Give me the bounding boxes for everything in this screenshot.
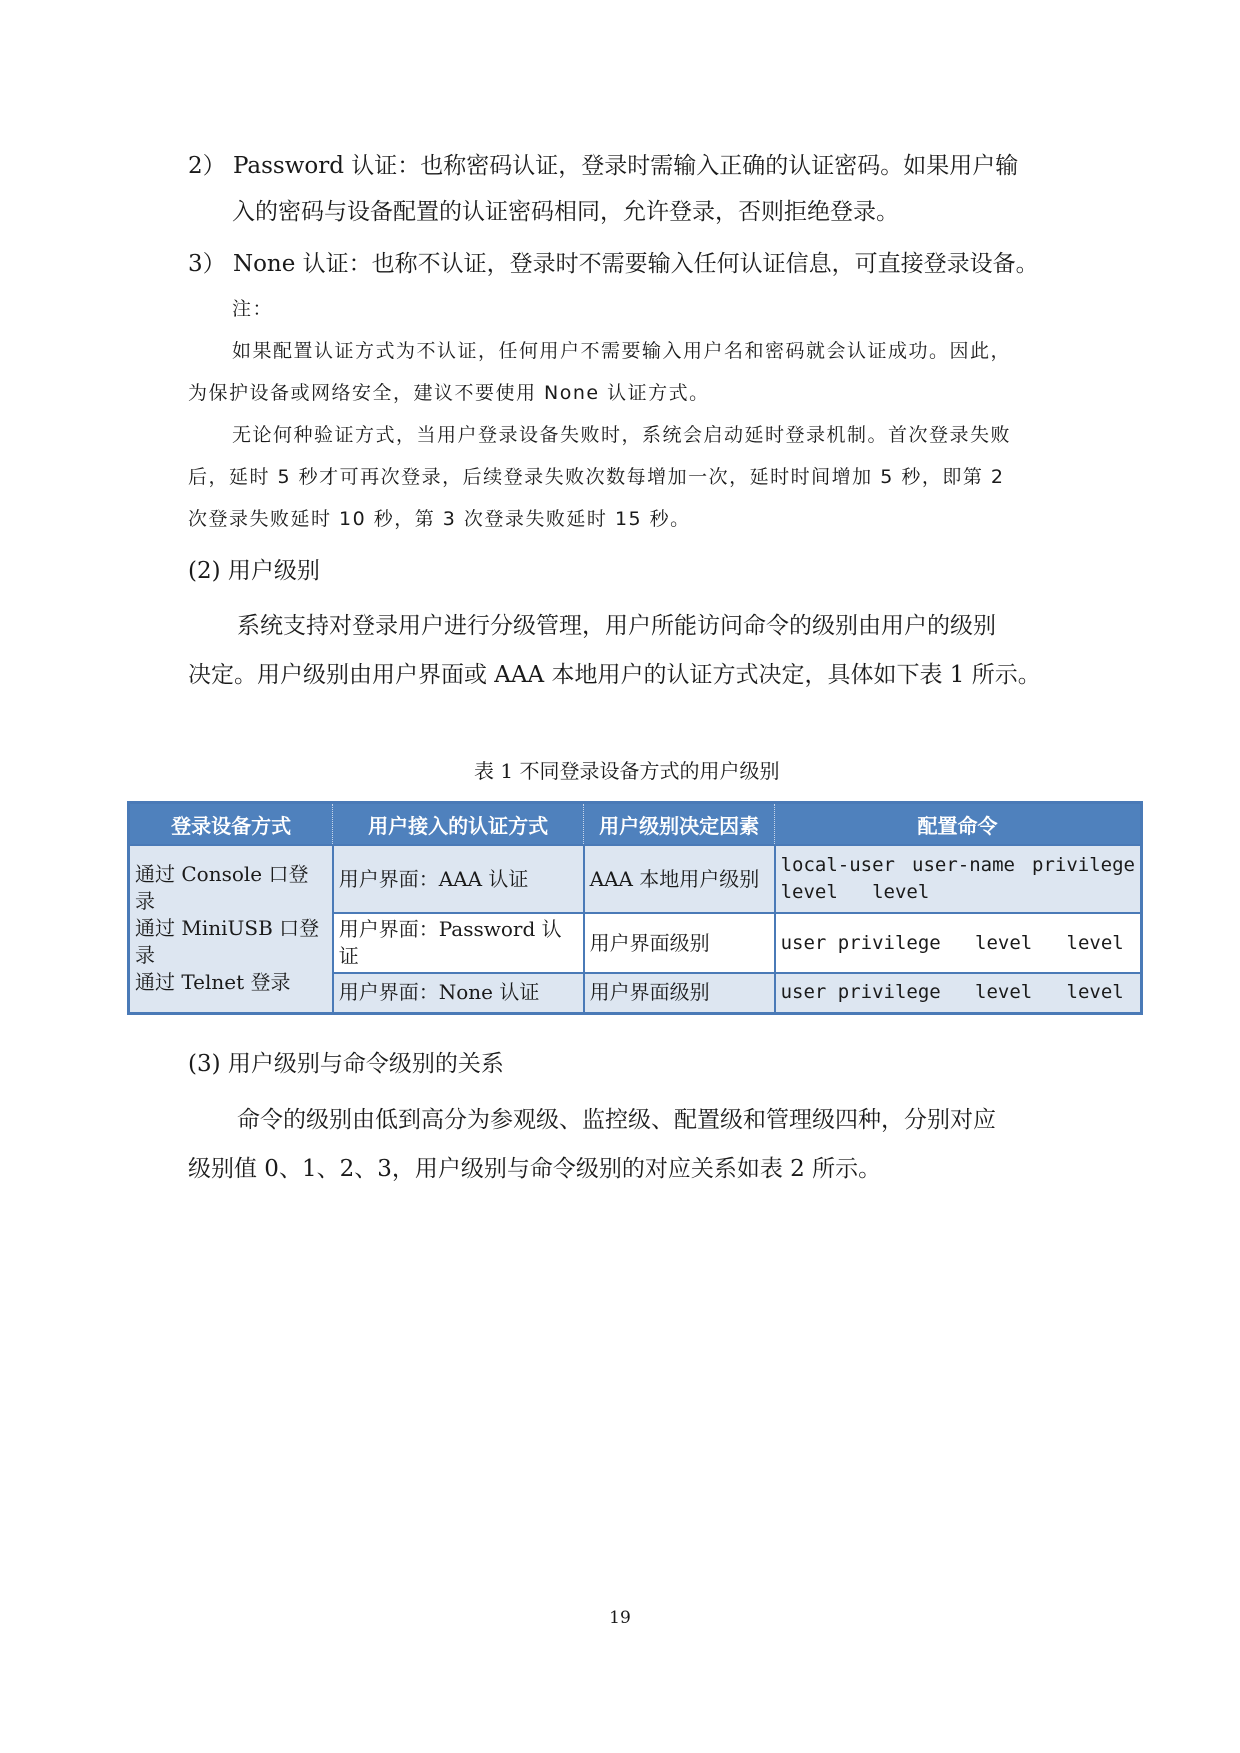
page-number: 19: [609, 1608, 631, 1628]
command-cell: user privilege level level: [775, 973, 1142, 1013]
table-header: 配置命令: [775, 803, 1142, 846]
note-text: 无论何种验证方式，当用户登录设备失败时，系统会启动延时登录机制。首次登录失败: [232, 424, 1012, 446]
note-text: 如果配置认证方式为不认证，任何用户不需要输入用户名和密码就会认证成功。因此，: [232, 340, 1012, 362]
factor-cell: 用户界面级别: [584, 913, 775, 973]
command-cell: user privilege level level: [775, 913, 1142, 973]
auth-cell: 用户界面：None 认证: [333, 973, 584, 1013]
note-text: 次登录失败延时 10 秒，第 3 次登录失败延时 15 秒。: [188, 508, 691, 530]
auth-cell: 用户界面：Password 认证: [333, 913, 584, 973]
command-token: user-name: [912, 854, 1015, 876]
paragraph: 级别值 0、1、2、3，用户级别与命令级别的对应关系如表 2 所示。: [188, 1156, 882, 1182]
login-methods-cell: [129, 845, 333, 1013]
factor-cell: 用户界面级别: [584, 973, 775, 1013]
section-heading: (3) 用户级别与命令级别的关系: [188, 1051, 504, 1077]
list-item-password: 2） Password 认证：也称密码认证，登录时需输入正确的认证密码。如果用户输: [188, 153, 1019, 179]
list-item-none: 3） None 认证：也称不认证，登录时不需要输入任何认证信息，可直接登录设备。: [188, 251, 1039, 277]
table-caption: 表 1 不同登录设备方式的用户级别: [474, 759, 780, 783]
note-label: 注：: [232, 298, 274, 320]
table-header: 用户级别决定因素: [584, 803, 775, 846]
login-method: 通过 MiniUSB 口登录: [135, 916, 320, 968]
paragraph: 系统支持对登录用户进行分级管理，用户所能访问命令的级别由用户的级别: [237, 613, 996, 639]
paragraph: 命令的级别由低到高分为参观级、监控级、配置级和管理级四种，分别对应: [237, 1107, 996, 1133]
login-method: 通过 Console 口登录: [135, 862, 309, 914]
table-row: [129, 845, 1142, 913]
command-line: level level: [780, 881, 930, 903]
note-text: 后，延时 5 秒才可再次登录，后续登录失败次数每增加一次，延时时间增加 5 秒，即第 2: [188, 466, 1005, 488]
auth-level-table: [127, 801, 1143, 1015]
note-text: 为保护设备或网络安全，建议不要使用 None 认证方式。: [188, 382, 710, 404]
factor-cell: AAA 本地用户级别: [584, 845, 775, 913]
login-method: 通过 Telnet 登录: [135, 970, 291, 995]
command-token: local-user: [780, 854, 895, 876]
paragraph: 决定。用户级别由用户界面或 AAA 本地用户的认证方式决定，具体如下表 1 所示。: [188, 662, 1041, 688]
table-header: 登录设备方式: [129, 803, 333, 846]
auth-cell: 用户界面：AAA 认证: [333, 845, 584, 913]
command-cell: [775, 845, 1142, 913]
section-heading: (2) 用户级别: [188, 558, 320, 584]
table-header-row: [129, 803, 1142, 846]
list-item-password-cont: 入的密码与设备配置的认证密码相同，允许登录，否则拒绝登录。: [232, 199, 899, 225]
command-token: privilege: [1032, 854, 1135, 876]
table-header: 用户接入的认证方式: [333, 803, 584, 846]
